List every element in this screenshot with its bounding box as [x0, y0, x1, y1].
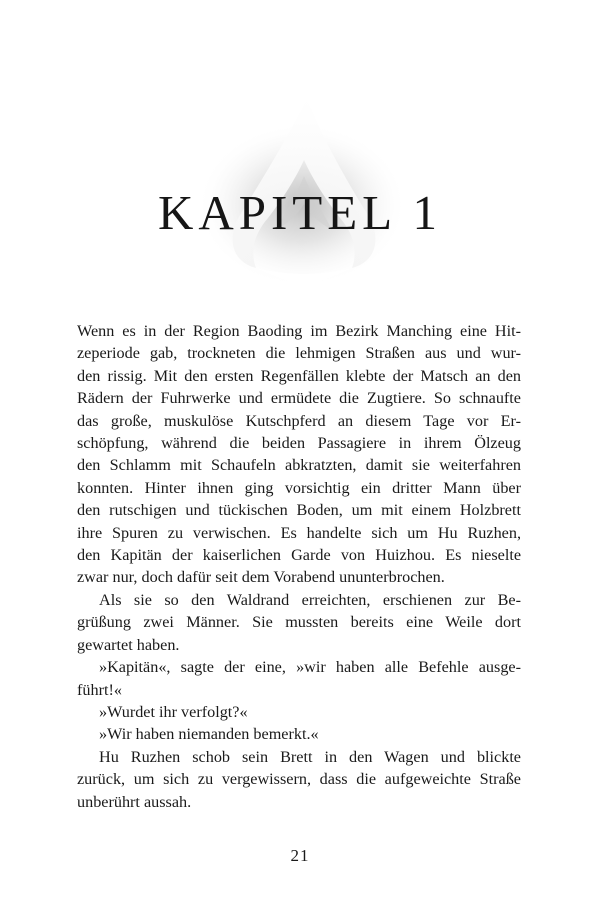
- text-line: zeperiode gab, trockneten die lehmigen Straßen aus und wur-: [77, 344, 521, 363]
- text-line: den rutschigen und tückischen Boden, um mit einem Holzbrett: [77, 501, 521, 520]
- text-line: Als sie so den Waldrand erreichten, erschienen zur Be-: [99, 590, 521, 609]
- text-line: Wenn es in der Region Baoding im Bezirk Manching eine Hit-: [77, 322, 521, 340]
- text-line: zwar nur, doch dafür seit dem Vorabend ununterbrochen.: [77, 568, 445, 587]
- text-line: ihre Spuren zu verwischen. Es handelte sich um Hu Ruzhen,: [77, 523, 521, 542]
- text-line: den Schlamm mit Schaufeln abkratzten, damit sie weiterfahren: [77, 456, 521, 475]
- assassin-emblem-icon: [0, 0, 600, 320]
- text-line: führt!«: [77, 680, 122, 699]
- text-line: das große, muskulöse Kutschpferd an diesem Tage vor Er-: [77, 411, 521, 430]
- text-line: unberührt aussah.: [77, 792, 192, 811]
- text-line: grüßung zwei Männer. Sie mussten bereits eine Weile dort: [77, 613, 521, 632]
- text-line: zurück, um sich zu vergewissern, dass die aufgeweichte Straße: [77, 770, 521, 789]
- text-line: den Kapitän der kaiserlichen Garde von Huizhou. Es nieselte: [77, 546, 521, 565]
- text-line: gewartet haben.: [77, 635, 180, 654]
- text-line: »Kapitän«, sagte der eine, »wir haben alle Befehle ausge-: [99, 658, 521, 677]
- chapter-body-text: [77, 320, 521, 813]
- text-line: Rädern der Fuhrwerke und ermüdete die Zugtiere. So schnaufte: [77, 389, 521, 408]
- page-number: 21: [290, 846, 310, 865]
- text-line: »Wurdet ihr verfolgt?«: [99, 702, 248, 721]
- text-line: konnten. Hinter ihnen ging vorsichtig ein dritter Mann über: [77, 478, 521, 497]
- text-line: schöpfung, während die beiden Passagiere in ihrem Ölzeug: [77, 434, 521, 453]
- text-line: den rissig. Mit den ersten Regenfällen klebte der Matsch an den: [77, 366, 521, 385]
- text-line: »Wir haben niemanden bemerkt.«: [99, 725, 319, 744]
- chapter-title: KAPITEL 1: [157, 185, 443, 240]
- text-line: Hu Ruzhen schob sein Brett in den Wagen und blickte: [99, 747, 521, 766]
